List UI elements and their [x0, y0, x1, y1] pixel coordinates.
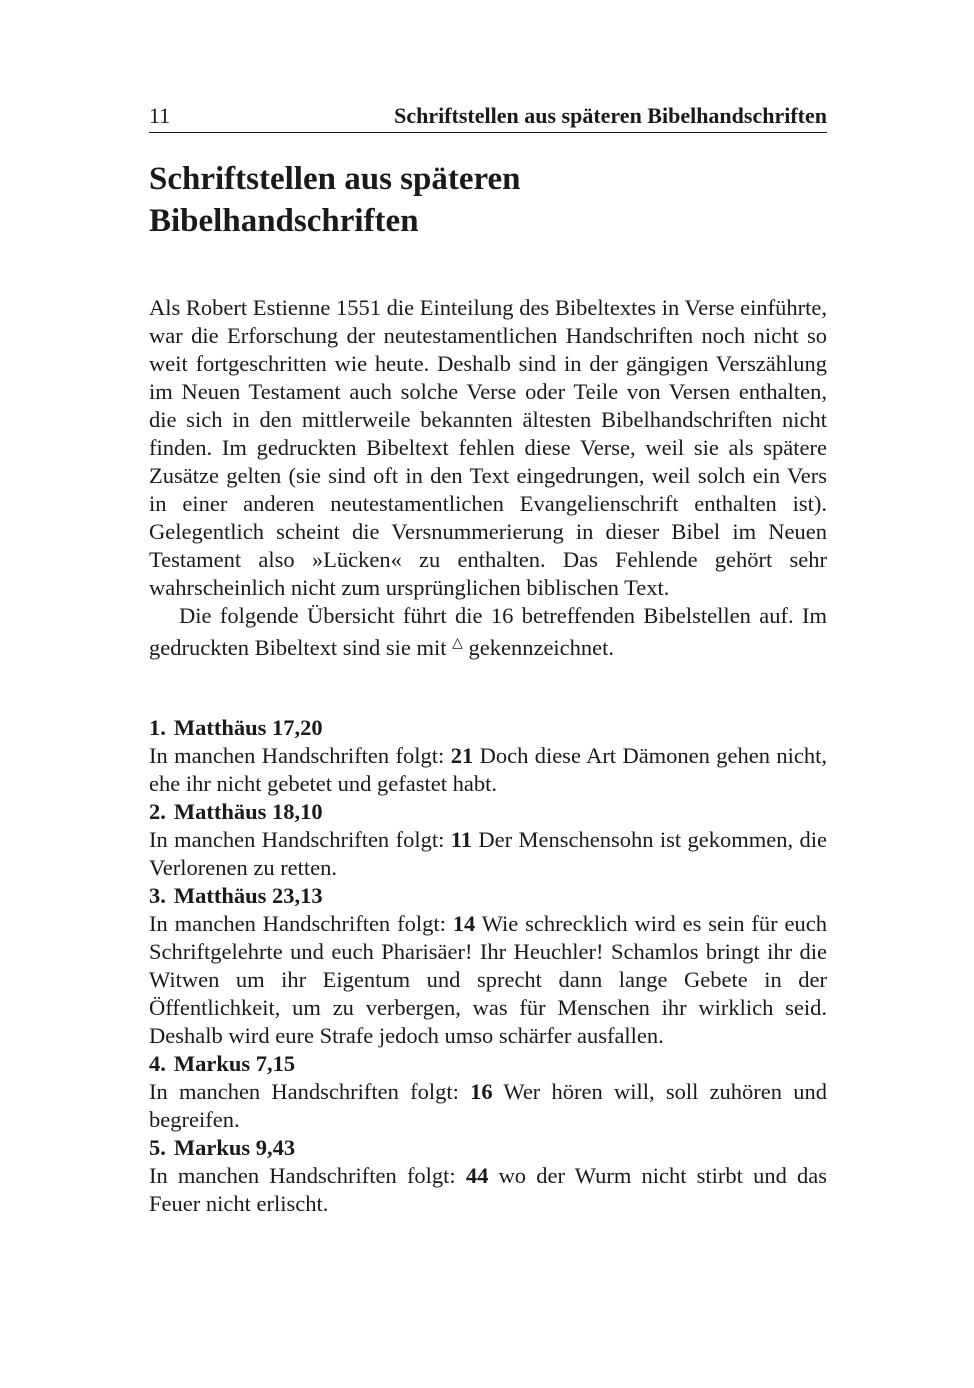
entry-body [149, 742, 827, 798]
entry-reference: Matthäus 17,20 [173, 715, 323, 740]
entry-heading [149, 882, 827, 910]
entry-lead: In manchen Handschriften folgt: [149, 1163, 456, 1188]
entry-number: 4. [149, 1051, 166, 1076]
entry-verse-number: 11 [450, 827, 472, 852]
entry-lead: In manchen Handschriften folgt: [149, 1079, 459, 1104]
entry-number: 3. [149, 883, 166, 908]
entry-number: 2. [149, 799, 166, 824]
list-item [149, 1134, 827, 1218]
entry-lead: In manchen Handschriften folgt: [149, 743, 445, 768]
entry-verse-number: 14 [452, 911, 476, 936]
entry-body [149, 826, 827, 882]
entry-heading [149, 714, 827, 742]
entry-reference: Matthäus 23,13 [173, 883, 323, 908]
entry-verse-number: 44 [465, 1163, 489, 1188]
entry-lead: In manchen Handschriften folgt: [149, 911, 446, 936]
entry-reference: Markus 9,43 [173, 1135, 296, 1160]
entry-reference: Matthäus 18,10 [173, 799, 323, 824]
running-header [149, 102, 827, 133]
entry-list [149, 714, 827, 1218]
list-item [149, 882, 827, 1050]
page-number: 11 [149, 103, 171, 128]
running-title: Schriftstellen aus späteren Bibelhandschriften [394, 103, 827, 128]
entry-body [149, 1162, 827, 1218]
intro-paragraph-2-start: Die folgende Übersicht führt die 16 betreffenden Bibelstellen auf. Im gedruckten Bibeltext sind sie mit [149, 603, 827, 660]
entry-text: wo der Wurm nicht stirbt und das Feuer nicht erlischt. [149, 1163, 828, 1216]
entry-number: 1. [149, 715, 166, 740]
triangle-icon: △ [452, 636, 463, 651]
list-item [149, 1050, 827, 1134]
entry-heading [149, 1050, 827, 1078]
chapter-title [149, 158, 827, 242]
entry-reference: Markus 7,15 [173, 1051, 296, 1076]
entry-body [149, 1078, 827, 1134]
entry-number: 5. [149, 1135, 166, 1160]
intro-paragraph-2 [149, 602, 827, 662]
entry-verse-number: 16 [470, 1079, 493, 1104]
intro-paragraph-2-end: gekennzeichnet. [468, 635, 615, 660]
entry-text: Wie schrecklich wird es sein für euch Schriftgelehrte und euch Pharisäer! Ihr Heuchler! Schamlos bringt ihr die Witwen um ihr Eigentum und sprecht dann lange Gebete in der Öffentlichkeit, um zu verbergen, was für Menschen ihr wirklich seid. Deshalb wird eure Strafe jedoch umso schärfer ausfallen. [149, 911, 827, 1048]
chapter-title-line2: Bibelhandschriften [149, 203, 419, 239]
entry-lead: In manchen Handschriften folgt: [149, 827, 445, 852]
entry-heading [149, 798, 827, 826]
list-item [149, 714, 827, 798]
chapter-title-line1: Schriftstellen aus späteren [149, 161, 521, 197]
list-item [149, 798, 827, 882]
entry-text: Wer hören will, soll zuhören und begreifen. [149, 1079, 828, 1132]
intro-paragraph-1: Als Robert Estienne 1551 die Einteilung des Bibeltextes in Verse einführte, war die Erforschung der neutestamentlichen Handschriften noch nicht so weit fortgeschritten wie heute. Deshalb sind in der gängigen Verszählung im Neuen Testament auch solche Verse oder Teile von Versen enthalten, die sich in den mittlerweile bekannten ältesten Bibelhandschriften nicht finden. Im gedruckten Bibeltext fehlen diese Verse, weil sie als spätere Zusätze gelten (sie sind oft in den Text eingedrungen, weil solch ein Vers in einer anderen neutestamentlichen Evangelienschrift enthalten ist). Gelegentlich scheint die Versnummerierung in dieser Bibel im Neuen Testament also »Lücken« zu enthalten. Das Fehlende gehört sehr wahrscheinlich nicht zum ursprünglichen biblischen Text. [149, 295, 827, 600]
entry-text: Doch diese Art Dämonen gehen nicht, ehe ihr nicht gebetet und gefastet habt. [149, 743, 828, 796]
entry-verse-number: 21 [450, 743, 474, 768]
entry-text: Der Menschensohn ist gekommen, die Verlorenen zu retten. [149, 827, 827, 880]
entry-heading [149, 1134, 827, 1162]
intro-text [149, 294, 827, 662]
entry-body [149, 910, 827, 1050]
